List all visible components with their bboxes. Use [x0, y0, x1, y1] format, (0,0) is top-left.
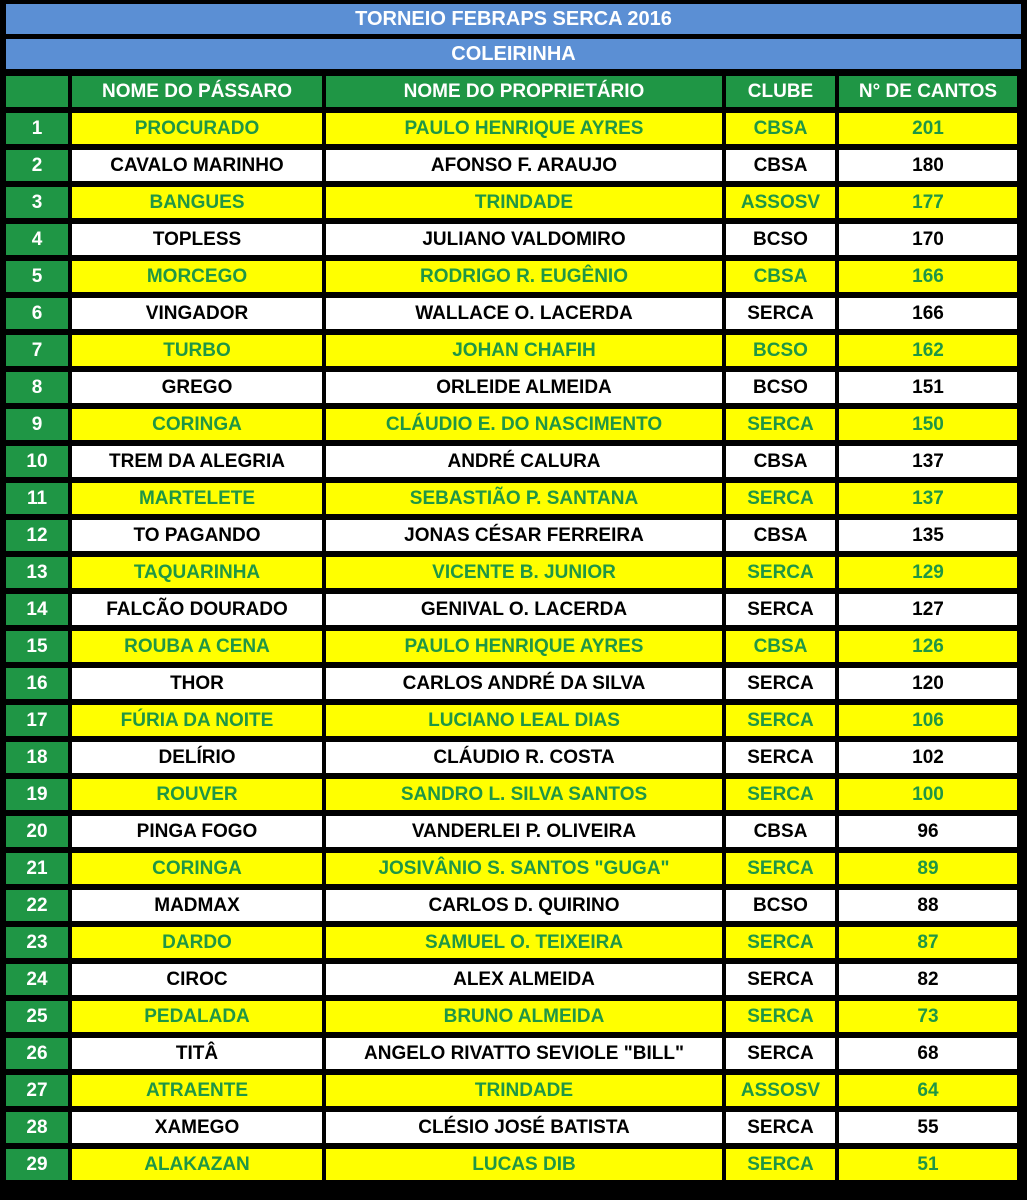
- table-row: [6, 779, 1017, 810]
- song-count-cell: 89: [839, 853, 1017, 884]
- bird-name-cell: TOPLESS: [72, 224, 322, 255]
- table-row: [6, 890, 1017, 921]
- table-row: [6, 927, 1017, 958]
- table-row: [6, 483, 1017, 514]
- position-cell: 23: [6, 927, 68, 958]
- song-count-cell: 102: [839, 742, 1017, 773]
- club-cell: SERCA: [726, 594, 835, 625]
- club-cell: SERCA: [726, 742, 835, 773]
- position-cell: 21: [6, 853, 68, 884]
- bird-name-cell: GREGO: [72, 372, 322, 403]
- owner-name-cell: CLÉSIO JOSÉ BATISTA: [326, 1112, 722, 1143]
- position-cell: 26: [6, 1038, 68, 1069]
- tournament-title: TORNEIO FEBRAPS SERCA 2016: [6, 4, 1021, 34]
- song-count-cell: 96: [839, 816, 1017, 847]
- bird-name-cell: DELÍRIO: [72, 742, 322, 773]
- song-count-cell: 201: [839, 113, 1017, 144]
- table-row: [6, 224, 1017, 255]
- owner-name-cell: SAMUEL O. TEIXEIRA: [326, 927, 722, 958]
- song-count-cell: 126: [839, 631, 1017, 662]
- bird-name-cell: CORINGA: [72, 409, 322, 440]
- song-count-cell: 106: [839, 705, 1017, 736]
- owner-name-cell: JOHAN CHAFIH: [326, 335, 722, 366]
- owner-name-cell: PAULO HENRIQUE AYRES: [326, 113, 722, 144]
- position-cell: 4: [6, 224, 68, 255]
- song-count-cell: 166: [839, 298, 1017, 329]
- owner-name-cell: BRUNO ALMEIDA: [326, 1001, 722, 1032]
- owner-name-cell: ANGELO RIVATTO SEVIOLE "BILL": [326, 1038, 722, 1069]
- club-cell: ASSOSV: [726, 187, 835, 218]
- bird-name-cell: ATRAENTE: [72, 1075, 322, 1106]
- position-cell: 7: [6, 335, 68, 366]
- owner-name-cell: LUCIANO LEAL DIAS: [326, 705, 722, 736]
- owner-name-cell: SANDRO L. SILVA SANTOS: [326, 779, 722, 810]
- owner-name-cell: CARLOS ANDRÉ DA SILVA: [326, 668, 722, 699]
- club-cell: CBSA: [726, 113, 835, 144]
- song-count-cell: 127: [839, 594, 1017, 625]
- position-cell: 10: [6, 446, 68, 477]
- song-count-cell: 51: [839, 1149, 1017, 1180]
- table-row: [6, 409, 1017, 440]
- song-count-cell: 73: [839, 1001, 1017, 1032]
- club-cell: CBSA: [726, 520, 835, 551]
- header-song-count: N° DE CANTOS: [839, 76, 1017, 107]
- position-cell: 13: [6, 557, 68, 588]
- club-cell: SERCA: [726, 557, 835, 588]
- bird-name-cell: TO PAGANDO: [72, 520, 322, 551]
- bird-name-cell: PINGA FOGO: [72, 816, 322, 847]
- position-cell: 15: [6, 631, 68, 662]
- table-row: [6, 298, 1017, 329]
- position-cell: 25: [6, 1001, 68, 1032]
- table-row: [6, 853, 1017, 884]
- header-owner-name: NOME DO PROPRIETÁRIO: [326, 76, 722, 107]
- owner-name-cell: JONAS CÉSAR FERREIRA: [326, 520, 722, 551]
- club-cell: CBSA: [726, 150, 835, 181]
- song-count-cell: 88: [839, 890, 1017, 921]
- position-cell: 16: [6, 668, 68, 699]
- table-row: [6, 1112, 1017, 1143]
- table-row: [6, 705, 1017, 736]
- song-count-cell: 166: [839, 261, 1017, 292]
- song-count-cell: 137: [839, 446, 1017, 477]
- table-row: [6, 668, 1017, 699]
- song-count-cell: 64: [839, 1075, 1017, 1106]
- position-cell: 20: [6, 816, 68, 847]
- position-cell: 11: [6, 483, 68, 514]
- club-cell: SERCA: [726, 1112, 835, 1143]
- bird-name-cell: ALAKAZAN: [72, 1149, 322, 1180]
- club-cell: BCSO: [726, 224, 835, 255]
- bird-name-cell: THOR: [72, 668, 322, 699]
- position-cell: 14: [6, 594, 68, 625]
- owner-name-cell: TRINDADE: [326, 1075, 722, 1106]
- club-cell: SERCA: [726, 483, 835, 514]
- owner-name-cell: VICENTE B. JUNIOR: [326, 557, 722, 588]
- owner-name-cell: CLÁUDIO E. DO NASCIMENTO: [326, 409, 722, 440]
- owner-name-cell: JOSIVÂNIO S. SANTOS "GUGA": [326, 853, 722, 884]
- bird-name-cell: CORINGA: [72, 853, 322, 884]
- table-row: [6, 594, 1017, 625]
- club-cell: SERCA: [726, 779, 835, 810]
- bird-name-cell: TAQUARINHA: [72, 557, 322, 588]
- bird-name-cell: MARTELETE: [72, 483, 322, 514]
- position-cell: 18: [6, 742, 68, 773]
- position-cell: 9: [6, 409, 68, 440]
- song-count-cell: 162: [839, 335, 1017, 366]
- position-cell: 8: [6, 372, 68, 403]
- owner-name-cell: JULIANO VALDOMIRO: [326, 224, 722, 255]
- table-row: [6, 520, 1017, 551]
- club-cell: CBSA: [726, 631, 835, 662]
- bird-name-cell: FÚRIA DA NOITE: [72, 705, 322, 736]
- owner-name-cell: RODRIGO R. EUGÊNIO: [326, 261, 722, 292]
- table-row: [6, 816, 1017, 847]
- position-cell: 12: [6, 520, 68, 551]
- club-cell: BCSO: [726, 372, 835, 403]
- table-row: [6, 446, 1017, 477]
- owner-name-cell: TRINDADE: [326, 187, 722, 218]
- position-cell: 19: [6, 779, 68, 810]
- bird-name-cell: DARDO: [72, 927, 322, 958]
- category-title: COLEIRINHA: [6, 39, 1021, 69]
- table-row: [6, 113, 1017, 144]
- results-body: [6, 113, 1017, 1180]
- owner-name-cell: SEBASTIÃO P. SANTANA: [326, 483, 722, 514]
- club-cell: ASSOSV: [726, 1075, 835, 1106]
- song-count-cell: 177: [839, 187, 1017, 218]
- song-count-cell: 129: [839, 557, 1017, 588]
- table-row: [6, 631, 1017, 662]
- bird-name-cell: PROCURADO: [72, 113, 322, 144]
- club-cell: CBSA: [726, 446, 835, 477]
- owner-name-cell: CLÁUDIO R. COSTA: [326, 742, 722, 773]
- table-row: [6, 372, 1017, 403]
- table-row: [6, 964, 1017, 995]
- position-cell: 5: [6, 261, 68, 292]
- song-count-cell: 135: [839, 520, 1017, 551]
- header-row: [6, 76, 1017, 107]
- bird-name-cell: MADMAX: [72, 890, 322, 921]
- position-cell: 28: [6, 1112, 68, 1143]
- position-cell: 27: [6, 1075, 68, 1106]
- song-count-cell: 170: [839, 224, 1017, 255]
- club-cell: CBSA: [726, 816, 835, 847]
- bird-name-cell: FALCÃO DOURADO: [72, 594, 322, 625]
- position-cell: 3: [6, 187, 68, 218]
- table-row: [6, 187, 1017, 218]
- position-cell: 17: [6, 705, 68, 736]
- bird-name-cell: TURBO: [72, 335, 322, 366]
- club-cell: SERCA: [726, 1038, 835, 1069]
- position-cell: 1: [6, 113, 68, 144]
- bird-name-cell: XAMEGO: [72, 1112, 322, 1143]
- song-count-cell: 55: [839, 1112, 1017, 1143]
- owner-name-cell: CARLOS D. QUIRINO: [326, 890, 722, 921]
- position-cell: 2: [6, 150, 68, 181]
- table-row: [6, 150, 1017, 181]
- bird-name-cell: CIROC: [72, 964, 322, 995]
- table-row: [6, 335, 1017, 366]
- owner-name-cell: GENIVAL O. LACERDA: [326, 594, 722, 625]
- song-count-cell: 100: [839, 779, 1017, 810]
- bird-name-cell: CAVALO MARINHO: [72, 150, 322, 181]
- song-count-cell: 137: [839, 483, 1017, 514]
- club-cell: SERCA: [726, 1001, 835, 1032]
- club-cell: SERCA: [726, 964, 835, 995]
- owner-name-cell: ALEX ALMEIDA: [326, 964, 722, 995]
- table-row: [6, 261, 1017, 292]
- header-position: [6, 76, 68, 107]
- table-row: [6, 742, 1017, 773]
- position-cell: 24: [6, 964, 68, 995]
- club-cell: SERCA: [726, 927, 835, 958]
- club-cell: BCSO: [726, 335, 835, 366]
- song-count-cell: 150: [839, 409, 1017, 440]
- position-cell: 22: [6, 890, 68, 921]
- bird-name-cell: TREM DA ALEGRIA: [72, 446, 322, 477]
- table-row: [6, 1038, 1017, 1069]
- bird-name-cell: ROUVER: [72, 779, 322, 810]
- song-count-cell: 180: [839, 150, 1017, 181]
- owner-name-cell: ORLEIDE ALMEIDA: [326, 372, 722, 403]
- song-count-cell: 82: [839, 964, 1017, 995]
- bird-name-cell: ROUBA A CENA: [72, 631, 322, 662]
- song-count-cell: 151: [839, 372, 1017, 403]
- club-cell: SERCA: [726, 1149, 835, 1180]
- owner-name-cell: WALLACE O. LACERDA: [326, 298, 722, 329]
- table-row: [6, 1149, 1017, 1180]
- owner-name-cell: ANDRÉ CALURA: [326, 446, 722, 477]
- owner-name-cell: PAULO HENRIQUE AYRES: [326, 631, 722, 662]
- results-table: [2, 70, 1021, 1186]
- table-row: [6, 1001, 1017, 1032]
- owner-name-cell: LUCAS DIB: [326, 1149, 722, 1180]
- header-bird-name: NOME DO PÁSSARO: [72, 76, 322, 107]
- club-cell: SERCA: [726, 298, 835, 329]
- club-cell: SERCA: [726, 668, 835, 699]
- table-row: [6, 557, 1017, 588]
- table-row: [6, 1075, 1017, 1106]
- owner-name-cell: AFONSO F. ARAUJO: [326, 150, 722, 181]
- song-count-cell: 87: [839, 927, 1017, 958]
- bird-name-cell: MORCEGO: [72, 261, 322, 292]
- position-cell: 29: [6, 1149, 68, 1180]
- bird-name-cell: VINGADOR: [72, 298, 322, 329]
- club-cell: SERCA: [726, 853, 835, 884]
- song-count-cell: 68: [839, 1038, 1017, 1069]
- position-cell: 6: [6, 298, 68, 329]
- club-cell: SERCA: [726, 409, 835, 440]
- header-club: CLUBE: [726, 76, 835, 107]
- song-count-cell: 120: [839, 668, 1017, 699]
- bird-name-cell: TITÂ: [72, 1038, 322, 1069]
- club-cell: SERCA: [726, 705, 835, 736]
- club-cell: BCSO: [726, 890, 835, 921]
- owner-name-cell: VANDERLEI P. OLIVEIRA: [326, 816, 722, 847]
- bird-name-cell: PEDALADA: [72, 1001, 322, 1032]
- bird-name-cell: BANGUES: [72, 187, 322, 218]
- club-cell: CBSA: [726, 261, 835, 292]
